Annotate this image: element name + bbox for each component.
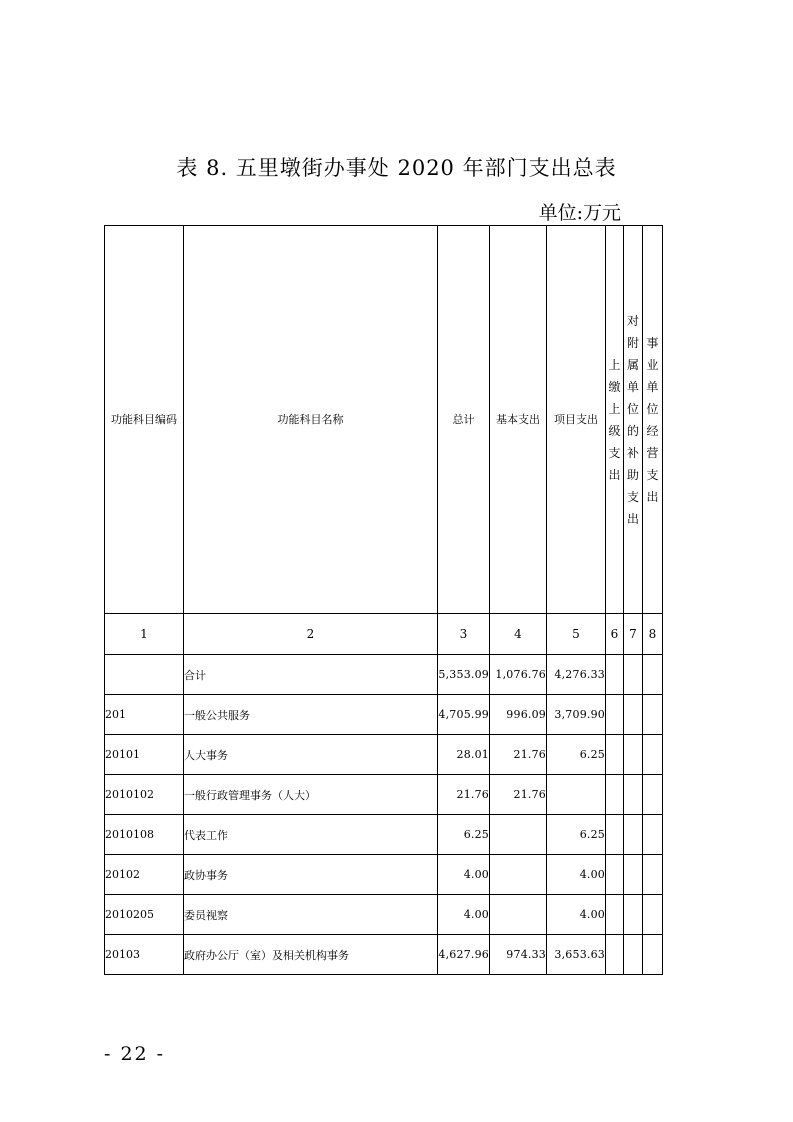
name-cell: 委员视察	[184, 895, 438, 935]
total-cell: 5,353.09	[438, 655, 490, 695]
table-row	[105, 775, 663, 815]
code-cell: 2010102	[105, 775, 184, 815]
total-cell: 4,627.96	[438, 935, 490, 975]
column-number-row	[105, 614, 663, 655]
total-cell: 6.25	[438, 815, 490, 855]
c7-cell	[624, 815, 643, 855]
column-number: 5	[547, 614, 606, 655]
code-cell: 201	[105, 695, 184, 735]
table-row	[105, 655, 663, 695]
unit-label: 单位:万元	[538, 202, 621, 224]
c8-cell	[643, 815, 663, 855]
expenditure-table	[104, 225, 663, 975]
name-cell: 政府办公厅（室）及相关机构事务	[184, 935, 438, 975]
c8-cell	[643, 895, 663, 935]
column-number: 7	[624, 614, 643, 655]
total-cell: 21.76	[438, 775, 490, 815]
header-code: 功能科目编码	[105, 226, 184, 614]
basic-cell	[490, 855, 547, 895]
c7-cell	[624, 735, 643, 775]
c8-cell	[643, 935, 663, 975]
header-total: 总计	[438, 226, 490, 614]
project-cell: 3,653.63	[547, 935, 606, 975]
c7-cell	[624, 775, 643, 815]
c8-cell	[643, 735, 663, 775]
c6-cell	[606, 895, 624, 935]
c6-cell	[606, 855, 624, 895]
total-cell: 4.00	[438, 895, 490, 935]
project-cell: 4.00	[547, 855, 606, 895]
project-cell: 6.25	[547, 815, 606, 855]
page-number: - 22 -	[104, 1043, 166, 1065]
name-cell: 政协事务	[184, 855, 438, 895]
c8-cell	[643, 775, 663, 815]
header-name: 功能科目名称	[184, 226, 438, 614]
header-c7: 对 附 属 单 位 的 补 助 支 出	[624, 226, 643, 614]
column-number: 6	[606, 614, 624, 655]
project-cell: 6.25	[547, 735, 606, 775]
name-cell: 合计	[184, 655, 438, 695]
column-number: 8	[643, 614, 663, 655]
code-cell	[105, 655, 184, 695]
code-cell: 2010205	[105, 895, 184, 935]
header-c8: 事 业 单 位 经 营 支 出	[643, 226, 663, 614]
code-cell: 20101	[105, 735, 184, 775]
total-cell: 4,705.99	[438, 695, 490, 735]
project-cell: 3,709.90	[547, 695, 606, 735]
c6-cell	[606, 775, 624, 815]
c6-cell	[606, 735, 624, 775]
basic-cell	[490, 815, 547, 855]
project-cell: 4,276.33	[547, 655, 606, 695]
code-cell: 20102	[105, 855, 184, 895]
name-cell: 代表工作	[184, 815, 438, 855]
column-number: 3	[438, 614, 490, 655]
name-cell: 人大事务	[184, 735, 438, 775]
c8-cell	[643, 655, 663, 695]
column-number: 4	[490, 614, 547, 655]
basic-cell: 21.76	[490, 735, 547, 775]
header-project: 项目支出	[547, 226, 606, 614]
c7-cell	[624, 655, 643, 695]
basic-cell	[490, 895, 547, 935]
total-cell: 28.01	[438, 735, 490, 775]
header-row	[105, 226, 663, 614]
code-cell: 2010108	[105, 815, 184, 855]
code-cell: 20103	[105, 935, 184, 975]
table-row	[105, 735, 663, 775]
column-number: 2	[184, 614, 438, 655]
c6-cell	[606, 655, 624, 695]
project-cell: 4.00	[547, 895, 606, 935]
c7-cell	[624, 895, 643, 935]
c8-cell	[643, 855, 663, 895]
basic-cell: 1,076.76	[490, 655, 547, 695]
c6-cell	[606, 815, 624, 855]
project-cell	[547, 775, 606, 815]
header-basic: 基本支出	[490, 226, 547, 614]
basic-cell: 996.09	[490, 695, 547, 735]
c6-cell	[606, 695, 624, 735]
table-title: 表 8. 五里墩街办事处 2020 年部门支出总表	[176, 156, 617, 180]
table-row	[105, 815, 663, 855]
table-row	[105, 855, 663, 895]
c7-cell	[624, 695, 643, 735]
basic-cell: 974.33	[490, 935, 547, 975]
name-cell: 一般行政管理事务（人大）	[184, 775, 438, 815]
table-row	[105, 935, 663, 975]
table-row	[105, 895, 663, 935]
name-cell: 一般公共服务	[184, 695, 438, 735]
c7-cell	[624, 935, 643, 975]
total-cell: 4.00	[438, 855, 490, 895]
c8-cell	[643, 695, 663, 735]
table-row	[105, 695, 663, 735]
column-number: 1	[105, 614, 184, 655]
c7-cell	[624, 855, 643, 895]
c6-cell	[606, 935, 624, 975]
header-c6: 上 缴 上 级 支 出	[606, 226, 624, 614]
basic-cell: 21.76	[490, 775, 547, 815]
